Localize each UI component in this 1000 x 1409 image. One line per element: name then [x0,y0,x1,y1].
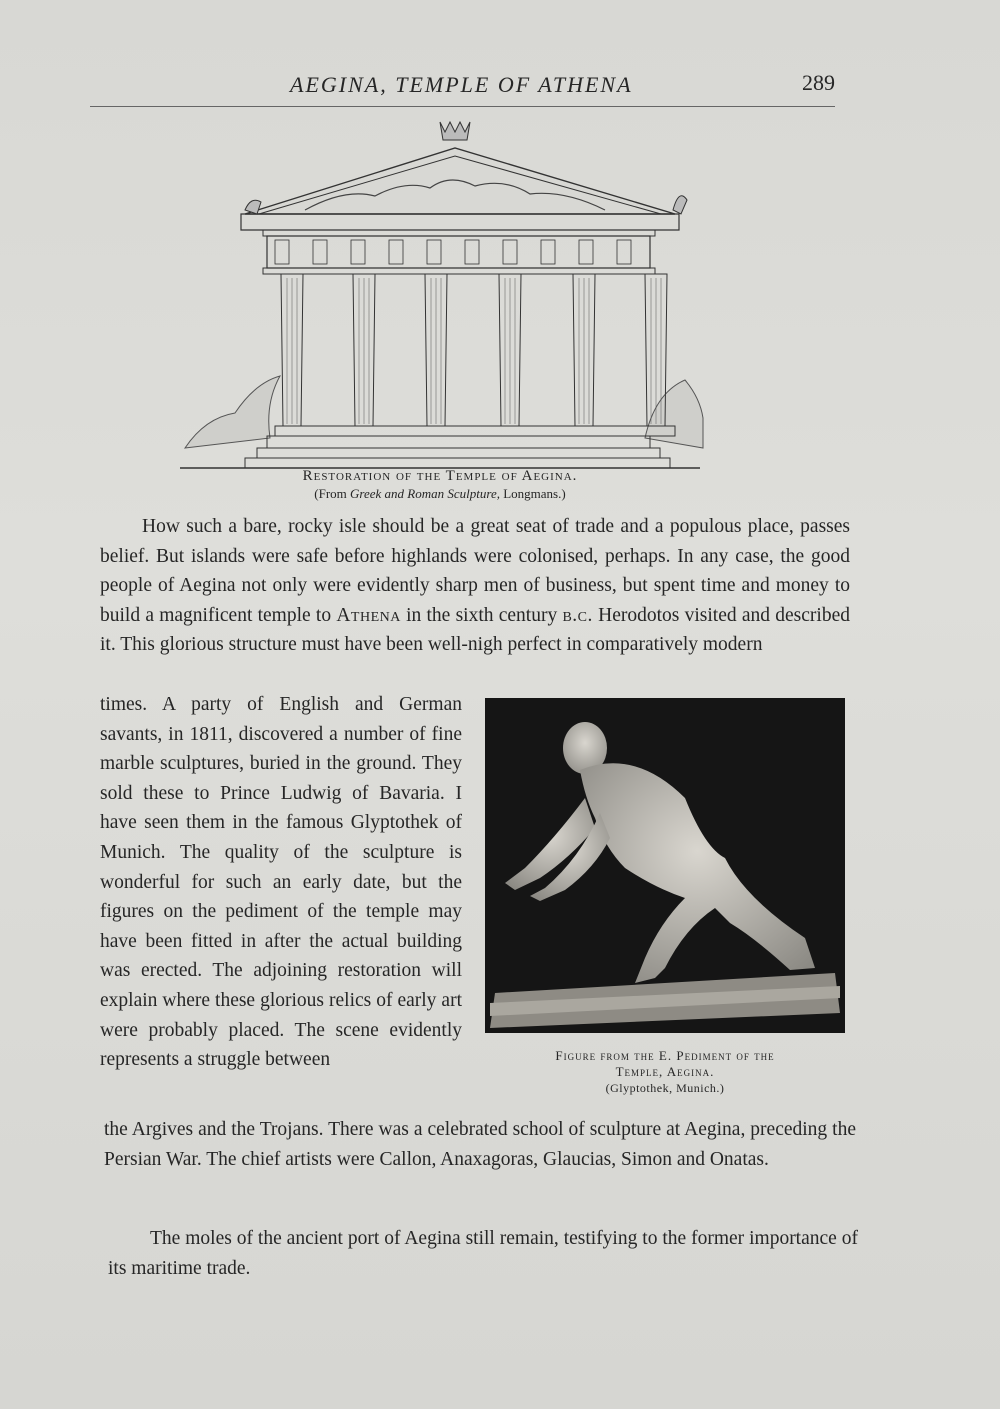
photo-caption-line-3: (Glyptothek, Munich.) [605,1081,725,1095]
para1-text-c: Herodotos visited and described it. This glorious structure must have been well-nigh perfect in comparatively modern [100,604,850,656]
temple-figure-source [180,486,700,502]
page-number: 289 [802,70,835,95]
paragraph-1-wrapped-column: times. A party of English and German savants, in 1811, discovered a number of fine marble sculptures, buried in the ground. They sold these to Prince Ludwig of Bavaria. I have seen them in the famous Glyptothek of Munich. The quality of the sculpture is wonderful for such an early date, but the figures on the pediment of the temple may have been fitted in after the actual building was erected. The adjoining restoration will explain where these glorious relics of early art were probably placed. The scene evidently represents a struggle between [100,694,462,1071]
running-title: AEGINA, TEMPLE OF ATHENA [290,72,633,97]
photo-caption-line-1: Figure from the E. Pediment of the [555,1048,775,1063]
sculpture-photo-caption [490,1048,840,1096]
sculpture-photograph [485,698,845,1033]
photo-caption-line-2: Temple, Aegina. [615,1064,715,1079]
para1-bc: b.c. [562,604,593,626]
paragraph-1-end: the Argives and the Trojans. There was a celebrated school of sculpture at Aegina, preceding the Persian War. The chief artists were Callon, Anaxagoras, Glaucias, Simon and Onatas. [104,1119,856,1170]
paragraph-1-lines [100,512,850,660]
paragraph-1 [100,512,850,660]
para1-text-a: How such a bare, rocky isle should be a great seat of trade and a populous place, passes belief. But islands were safe before highlands were colonised, perhaps. In any case, the good people of Aegina not only were evidently sharp men of business, but spent time and money to build a magnificent temple to [100,516,850,626]
paragraph-2: The moles of the ancient port of Aegina still remain, testifying to the former importance of its maritime trade. [108,1228,858,1279]
source-title: Greek and Roman Sculpture, [350,486,500,501]
temple-figure-caption: Restoration of the Temple of Aegina. [302,468,578,484]
running-head [90,70,835,107]
source-suffix: Longmans.) [499,486,566,501]
sculpture-figure-image [485,698,845,1033]
temple-restoration-illustration [175,118,705,473]
para1-athena: Athena [336,604,401,626]
para1-text-b: in the sixth century [400,604,563,626]
source-prefix: (From [314,486,351,501]
